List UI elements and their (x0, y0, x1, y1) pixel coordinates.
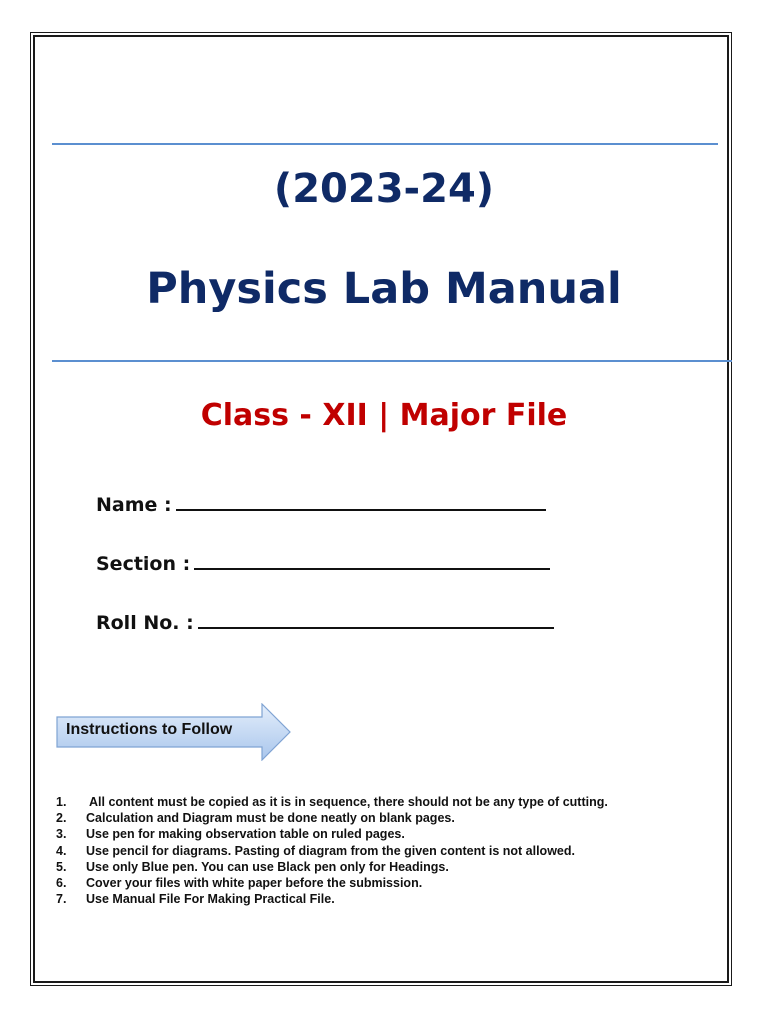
instructions-heading: Instructions to Follow (66, 721, 233, 738)
section-blank-line[interactable] (194, 552, 550, 570)
page-title: Physics Lab Manual (146, 264, 622, 314)
roll-no-field (96, 611, 554, 634)
session-year: (2023-24) (273, 166, 495, 212)
roll-no-label: Roll No. : (96, 612, 194, 634)
instructions-list (56, 794, 608, 907)
name-blank-line[interactable] (176, 493, 546, 511)
name-label: Name : (96, 494, 172, 516)
section-field (96, 552, 550, 575)
section-label: Section : (96, 553, 191, 575)
bottom-divider (52, 360, 732, 362)
list-item: 4. Use pencil for diagrams. Pasting of diagram from the given content is not allowed. (56, 843, 575, 858)
list-item: 7. Use Manual File For Making Practical File. (56, 892, 335, 907)
instructions-arrow-banner (56, 703, 292, 761)
list-item: 5. Use only Blue pen. You can use Black pen only for Headings. (56, 859, 449, 874)
list-item: 1. All content must be copied as it is in sequence, there should not be any type of cutting. (56, 795, 608, 809)
class-subtitle: Class - XII | Major File (200, 398, 568, 433)
list-item: 2. Calculation and Diagram must be done neatly on blank pages. (56, 811, 455, 826)
top-divider (52, 143, 718, 145)
roll-no-blank-line[interactable] (198, 611, 554, 629)
name-field (96, 493, 546, 516)
list-item: 3. Use pen for making observation table on ruled pages. (56, 827, 405, 842)
list-item: 6. Cover your files with white paper before the submission. (56, 875, 423, 890)
